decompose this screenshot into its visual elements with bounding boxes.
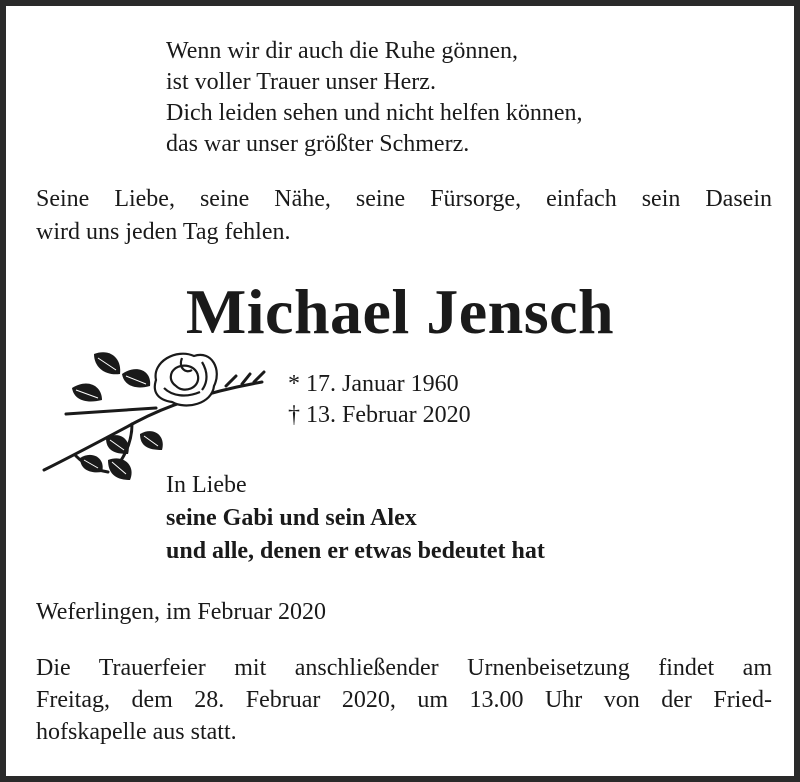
mourners-family: seine Gabi und sein Alex (166, 505, 417, 531)
deceased-name: Michael Jensch (185, 276, 615, 347)
death-date: † 13. Februar 2020 (288, 402, 471, 428)
poem-line: Dich leiden sehen und nicht helfen können, (166, 100, 583, 126)
obituary-notice (6, 6, 794, 776)
poem (166, 36, 583, 160)
mourners (166, 469, 545, 568)
service-info (36, 652, 772, 748)
service-line: Freitag, dem 28. Februar 2020, um 13.00 Uhr von der Fried- (36, 687, 772, 713)
poem-line: ist voller Trauer unser Herz. (166, 69, 436, 95)
life-dates (288, 369, 471, 431)
mourners-intro: In Liebe (166, 472, 247, 498)
service-line: Die Trauerfeier mit anschließender Urnenbeisetzung findet am (36, 655, 772, 681)
rose-icon (36, 342, 268, 484)
birth-date: * 17. Januar 1960 (288, 371, 459, 397)
intro-line: Seine Liebe, seine Nähe, seine Fürsorge, einfach sein Dasein (36, 186, 772, 212)
poem-line: das war unser größter Schmerz. (166, 131, 470, 157)
mourners-others: und alle, denen er etwas bedeutet hat (166, 538, 545, 564)
poem-line: Wenn wir dir auch die Ruhe gönnen, (166, 38, 518, 64)
intro-text (36, 183, 772, 249)
intro-line: wird uns jeden Tag fehlen. (36, 219, 291, 245)
place-date: Weferlingen, im Februar 2020 (36, 599, 326, 625)
service-line: hofskapelle aus statt. (36, 719, 237, 745)
